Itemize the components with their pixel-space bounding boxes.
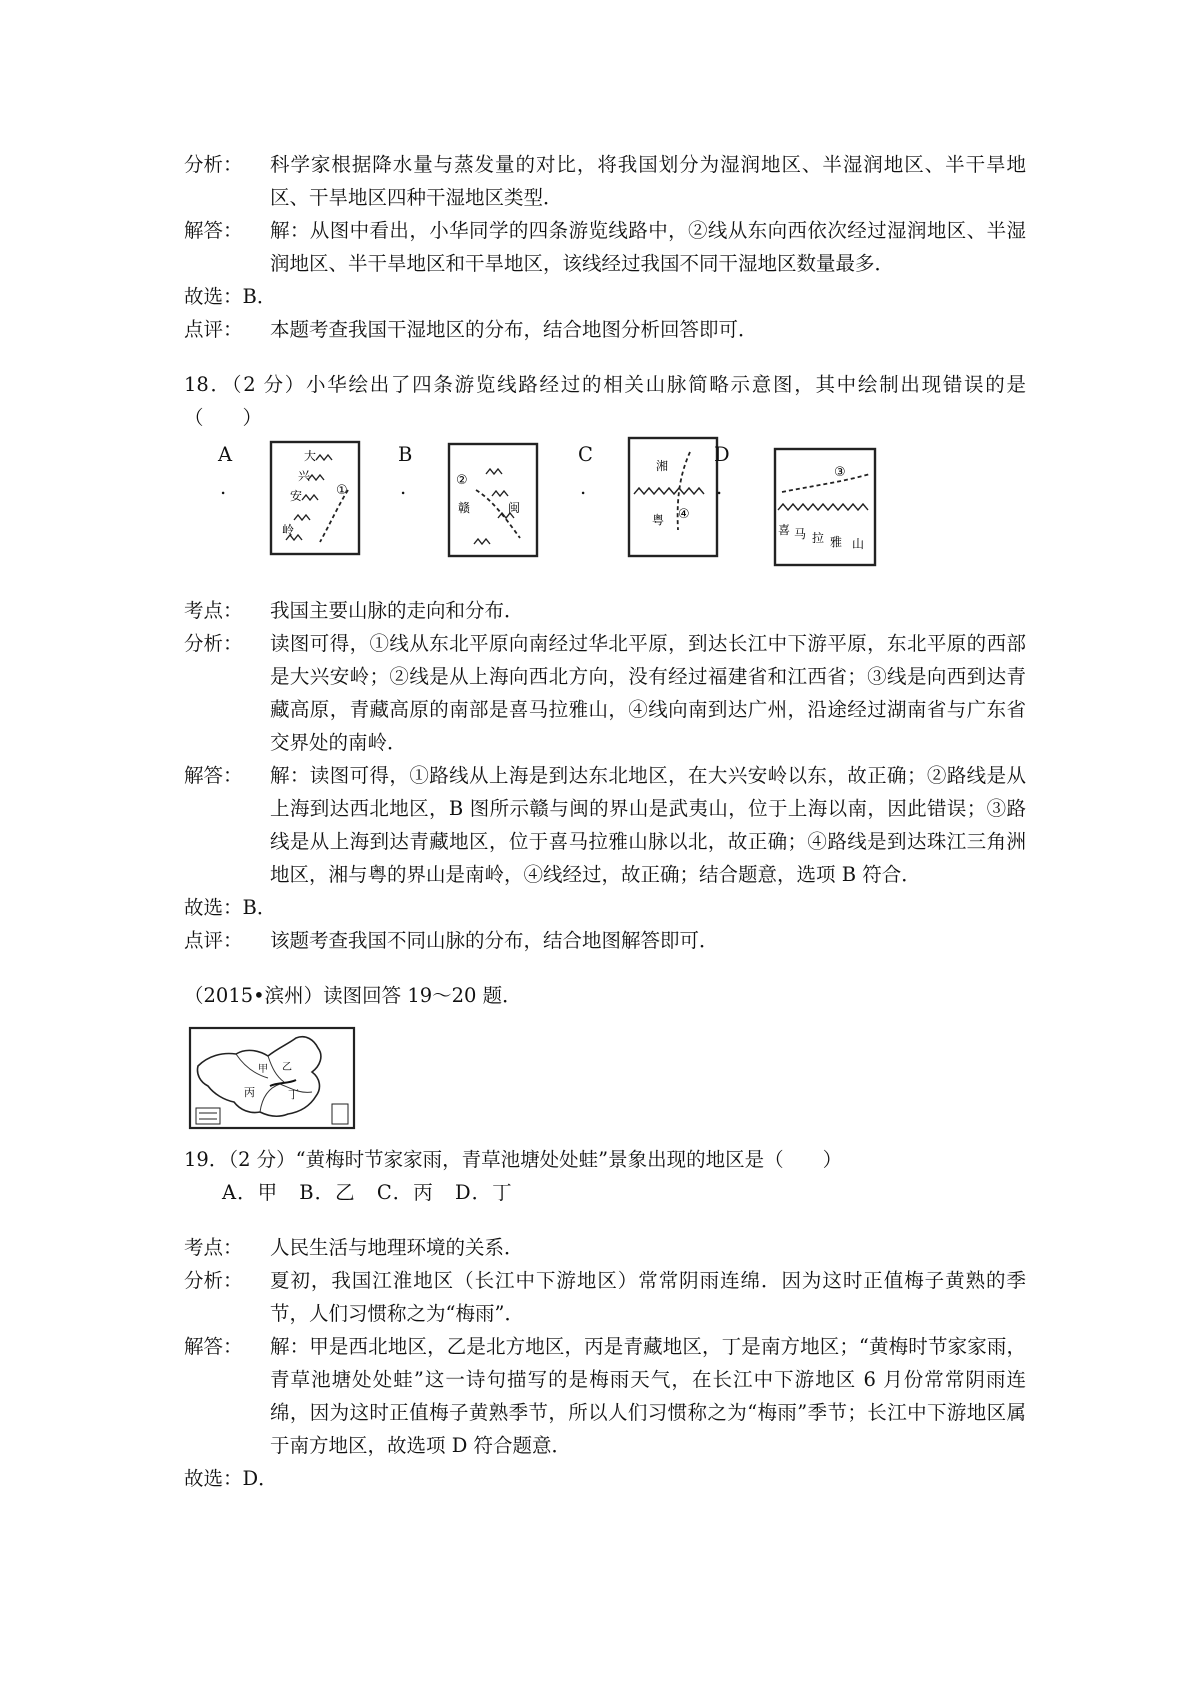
label: 分析： — [184, 1269, 243, 1292]
option-letter: C — [578, 443, 593, 466]
q19-point — [184, 1231, 1026, 1264]
china-map-figure — [188, 1026, 356, 1130]
label: 点评： — [184, 929, 243, 952]
label-shan: 山 — [852, 537, 865, 551]
label-ling: 岭 — [282, 523, 295, 537]
group-intro: （2015•滨州）读图回答 19～20 题． — [184, 984, 522, 1007]
q18-answer — [184, 759, 1026, 891]
map-inset — [332, 1104, 348, 1124]
text: 本题考查我国干湿地区的分布，结合地图分析回答即可． — [270, 318, 758, 341]
option-c: C．丙 — [376, 1181, 434, 1204]
text: 该题考查我国不同山脉的分布，结合地图解答即可． — [270, 929, 719, 952]
label-route-1: ① — [336, 483, 348, 498]
label-da: 大 — [304, 449, 317, 463]
text: 人民生活与地理环境的关系． — [270, 1236, 524, 1259]
q18-stem: 18．（2 分）小华绘出了四条游览线路经过的相关山脉简略示意图，其中绘制出现错误的是（ ） — [184, 373, 1026, 429]
q19-choice: 故选：D． — [184, 1467, 278, 1490]
text: 我国主要山脉的走向和分布． — [270, 599, 524, 622]
frame — [629, 438, 717, 556]
label-route-4: ④ — [678, 507, 690, 522]
option-b-sketch — [446, 438, 542, 562]
mountain-marks — [634, 488, 704, 494]
label-route-2: ② — [456, 473, 468, 488]
label: 解答： — [184, 219, 243, 242]
label-route-3: ③ — [834, 465, 846, 480]
option-b: B．乙 — [299, 1181, 356, 1204]
q18-comment — [184, 924, 1026, 957]
legend-lines — [199, 1113, 217, 1119]
map-legend — [196, 1108, 220, 1124]
option-d-sketch — [772, 446, 880, 570]
label-min: 闽 — [508, 501, 521, 515]
q17-comment — [184, 313, 1026, 346]
option-c-sketch — [626, 434, 722, 562]
label-xiang: 湘 — [656, 459, 669, 473]
option-dot: . — [400, 476, 407, 499]
route-line — [782, 474, 870, 492]
q19-stem: 19．（2 分）“黄梅时节家家雨，青草池塘处处蛙”景象出现的地区是（ ） — [184, 1148, 843, 1171]
option-a: A．甲 — [222, 1181, 279, 1204]
label: 分析： — [184, 632, 243, 655]
q19-analysis — [184, 1264, 1026, 1330]
option-a-sketch — [268, 438, 364, 558]
q19-options — [184, 1176, 1026, 1209]
label-gan: 赣 — [458, 501, 471, 515]
region-borders — [236, 1054, 312, 1112]
map-label-jia: 甲 — [258, 1064, 268, 1075]
text: 夏初，我国江淮地区（长江中下游地区）常常阴雨连绵．因为这时正值梅子黄熟的季节，人们习惯称之为“梅雨”． — [270, 1269, 1026, 1325]
q17-analysis — [184, 148, 1026, 214]
text: 解：读图可得，①路线从上海是到达东北地区，在大兴安岭以东，故正确；②路线是从上海到达西北地区，B 图所示赣与闽的界山是武夷山，位于上海以南，因此错误；③路线是从上海到达青藏地区，位于喜马拉雅山脉以北，故正确；④路线是到达珠江三角洲地区，湘与粤的界山是南岭，④线经过，故正确；结合题意，选项 B 符合． — [270, 764, 1026, 886]
text: 解：甲是西北地区，乙是北方地区，丙是青藏地区，丁是南方地区；“黄梅时节家家雨，青草池塘处处蛙”这一诗句描写的是梅雨天气，在长江中下游地区 6 月份常常阴雨连绵，因为这时正值梅子黄熟季节，所以人们习惯称之为“梅雨”季节；长江中下游地区属于南方地区，故选项 D 符合题意． — [270, 1335, 1026, 1457]
label-xing: 兴 — [298, 469, 311, 483]
q19-answer — [184, 1330, 1026, 1462]
document-page — [184, 148, 1026, 1495]
label-ya: 雅 — [830, 535, 843, 549]
label-xi: 喜 — [778, 523, 791, 537]
label: 考点： — [184, 1236, 243, 1259]
option-letter: B — [398, 443, 413, 466]
map-label-ding: 丁 — [288, 1088, 299, 1101]
option-letter: D — [714, 443, 730, 466]
label: 解答： — [184, 1335, 243, 1358]
label: 分析： — [184, 153, 243, 176]
label: 解答： — [184, 764, 243, 787]
label: 点评： — [184, 318, 243, 341]
option-d: D．丁 — [454, 1181, 513, 1204]
option-dot: . — [580, 476, 587, 499]
china-outline — [197, 1037, 320, 1116]
label-ma: 马 — [794, 527, 807, 541]
label-la: 拉 — [812, 531, 825, 545]
text: 解：从图中看出，小华同学的四条游览线路中，②线从东向西依次经过湿润地区、半湿润地区、半干旱地区和干旱地区，该线经过我国不同干湿地区数量最多． — [270, 219, 1026, 275]
mountain-marks — [778, 504, 868, 510]
q18-options — [184, 442, 1026, 582]
map-label-yi: 乙 — [282, 1062, 292, 1073]
frame — [449, 444, 537, 556]
q18-analysis — [184, 627, 1026, 759]
text: 科学家根据降水量与蒸发量的对比，将我国划分为湿润地区、半湿润地区、半干旱地区、干旱地区四种干湿地区类型． — [270, 153, 1026, 209]
text: 读图可得，①线从东北平原向南经过华北平原，到达长江中下游平原，东北平原的西部是大兴安岭；②线是从上海向西北方向，没有经过福建省和江西省；③线是向西到达青藏高原，青藏高原的南部是喜马拉雅山，④线向南到达广州，沿途经过湖南省与广东省交界处的南岭． — [270, 632, 1026, 754]
q18-point — [184, 594, 1026, 627]
label-yue: 粤 — [652, 513, 665, 527]
label: 考点： — [184, 599, 243, 622]
option-dot: . — [716, 476, 723, 499]
option-letter: A — [218, 443, 233, 466]
q18-choice: 故选：B． — [184, 896, 277, 919]
q17-answer — [184, 214, 1026, 280]
option-dot: . — [220, 476, 227, 499]
map-label-bing: 丙 — [244, 1086, 255, 1099]
label-an: 安 — [290, 489, 303, 503]
q17-choice: 故选：B． — [184, 285, 277, 308]
